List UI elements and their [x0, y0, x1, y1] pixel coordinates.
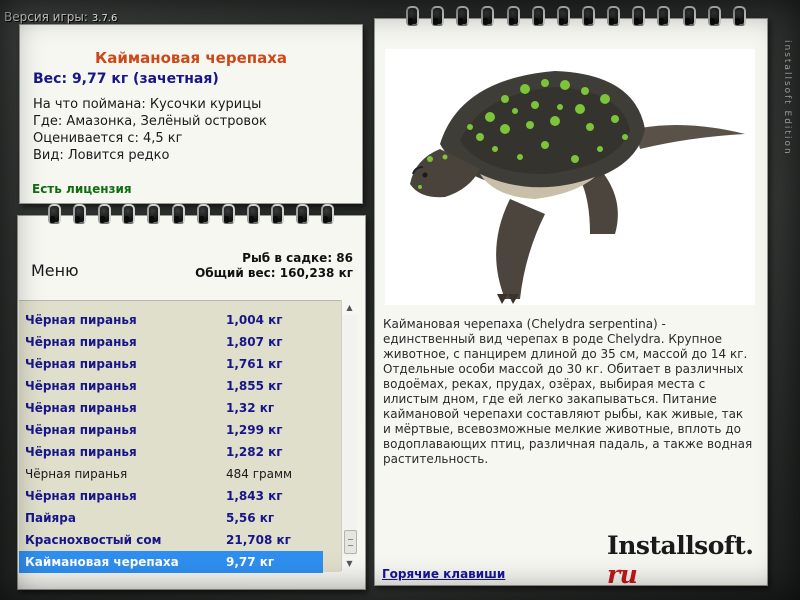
keepnet-stats — [195, 251, 353, 281]
catch-row-weight: 1,807 кг — [226, 335, 283, 349]
catch-row[interactable] — [19, 419, 323, 441]
spiral-ring-icon — [319, 204, 332, 224]
catch-info-card — [19, 24, 363, 204]
catch-row-name: Пайяра — [25, 511, 76, 525]
catch-list[interactable] — [19, 300, 341, 572]
menu-button[interactable]: Меню — [31, 261, 79, 280]
fish-count: Рыб в садке: 86 — [242, 251, 353, 265]
catch-row-weight: 5,56 кг — [226, 511, 275, 525]
spiral-ring-icon — [479, 6, 492, 26]
catch-row-name: Чёрная пиранья — [25, 423, 137, 437]
catch-row-weight: 1,761 кг — [226, 357, 283, 371]
catch-row-weight: 1,004 кг — [226, 313, 283, 327]
turtle-photo — [385, 49, 755, 305]
catch-row[interactable] — [19, 397, 323, 419]
arrow-up-icon[interactable]: ▲ — [342, 300, 357, 315]
menu-spiral-rings — [46, 204, 332, 224]
spiral-ring-icon — [555, 6, 568, 26]
catch-row-weight: 1,843 кг — [226, 489, 283, 503]
catch-row-name: Каймановая черепаха — [25, 555, 179, 569]
spiral-ring-icon — [96, 204, 109, 224]
catch-row[interactable] — [19, 485, 323, 507]
spiral-ring-icon — [71, 204, 84, 224]
catch-row-name: Чёрная пиранья — [25, 357, 137, 371]
spiral-ring-icon — [120, 204, 133, 224]
catch-list-scrollbar[interactable] — [341, 300, 357, 571]
catch-row[interactable] — [19, 441, 323, 463]
catch-row-name: Краснохвостый сом — [25, 533, 162, 547]
catch-row[interactable] — [19, 463, 323, 485]
catch-row[interactable] — [19, 375, 323, 397]
catch-row-weight: 1,282 кг — [226, 445, 283, 459]
spiral-ring-icon — [429, 6, 442, 26]
catch-bait: На что поймана: Кусочки курицы — [33, 97, 262, 112]
catch-row[interactable] — [19, 551, 323, 573]
catch-row-name: Чёрная пиранья — [25, 489, 137, 503]
catch-title: Каймановая черепаха — [94, 49, 288, 67]
keepnet-card — [17, 215, 366, 590]
spiral-ring-icon — [505, 6, 518, 26]
catch-row-weight: 1,299 кг — [226, 423, 283, 437]
spiral-ring-icon — [605, 6, 618, 26]
spiral-ring-icon — [46, 204, 59, 224]
spiral-ring-icon — [731, 6, 744, 26]
catch-row-weight: 9,77 кг — [226, 555, 275, 569]
catch-row[interactable] — [19, 353, 323, 375]
version-number: 3.7.6 — [91, 13, 118, 24]
description-card — [374, 18, 768, 589]
spiral-ring-icon — [294, 204, 307, 224]
scrollbar-thumb[interactable] — [344, 530, 357, 554]
spiral-ring-icon — [170, 204, 183, 224]
game-version — [4, 10, 117, 24]
catch-row-weight: 1,32 кг — [226, 401, 275, 415]
license-status: Есть лицензия — [32, 182, 132, 196]
catch-row[interactable] — [19, 309, 323, 331]
hotkeys-link[interactable]: Горячие клавиши — [382, 567, 506, 581]
spiral-ring-icon — [530, 6, 543, 26]
logo-main: Installsoft. — [607, 531, 754, 560]
spiral-ring-icon — [655, 6, 668, 26]
spiral-ring-icon — [706, 6, 719, 26]
catch-row-name: Чёрная пиранья — [25, 467, 128, 481]
spiral-ring-icon — [245, 204, 258, 224]
spiral-ring-icon — [220, 204, 233, 224]
catch-row-weight: 21,708 кг — [226, 533, 291, 547]
spiral-ring-icon — [630, 6, 643, 26]
catch-location: Где: Амазонка, Зелёный островок — [33, 114, 267, 129]
spiral-ring-icon — [681, 6, 694, 26]
catch-row-name: Чёрная пиранья — [25, 379, 137, 393]
description-spiral-rings — [404, 6, 744, 26]
total-weight: Общий вес: 160,238 кг — [195, 266, 353, 280]
installsoft-logo — [607, 531, 767, 589]
catch-row-name: Чёрная пиранья — [25, 401, 137, 415]
catch-row[interactable] — [19, 529, 323, 551]
spiral-ring-icon — [145, 204, 158, 224]
arrow-down-icon[interactable]: ▼ — [342, 556, 357, 571]
spiral-ring-icon — [404, 6, 417, 26]
spiral-ring-icon — [580, 6, 593, 26]
catch-row-name: Чёрная пиранья — [25, 445, 137, 459]
logo-suffix: ru — [607, 560, 638, 589]
catch-rarity: Вид: Ловится редко — [33, 148, 170, 163]
catch-row-weight: 484 грамм — [226, 467, 293, 481]
catch-min-weight: Оценивается с: 4,5 кг — [33, 131, 183, 146]
catch-row-name: Чёрная пиранья — [25, 313, 137, 327]
edition-label: installsoft Edition — [782, 40, 792, 156]
spiral-ring-icon — [269, 204, 282, 224]
species-description: Каймановая черепаха (Chelydra serpentina) - единственный вид черепах в роде Chelydra. Крупное животное, с панцирем длиной до 35 см, массой до 14 кг. Отдельные особи массой до 30 кг. Обитает в различных водоёмах, реках, прудах, озёрах, выбирая места с илистым дном, где ей легко закапываться. Питание каймановой черепахи составляют рыбы, как живые, так и мёртвые, всевозможные мелкие животные, вплоть до водоплавающих птиц, различная падаль, а также водная растительность. — [383, 317, 753, 466]
catch-row-weight: 1,855 кг — [226, 379, 283, 393]
spiral-ring-icon — [454, 6, 467, 26]
catch-row[interactable] — [19, 331, 323, 353]
spiral-ring-icon — [195, 204, 208, 224]
catch-row[interactable] — [19, 507, 323, 529]
version-label: Версия игры: — [4, 10, 88, 24]
catch-weight: Вес: 9,77 кг (зачетная) — [33, 71, 219, 87]
catch-row-name: Чёрная пиранья — [25, 335, 137, 349]
